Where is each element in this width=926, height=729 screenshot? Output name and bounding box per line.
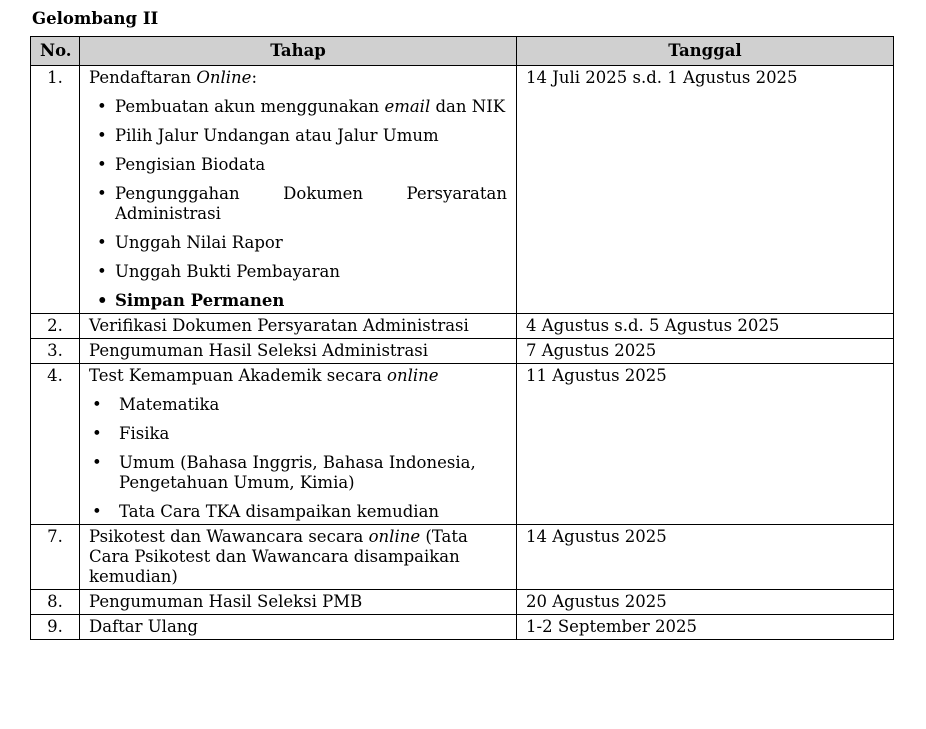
stage-cell: Pengumuman Hasil Seleksi PMB (80, 590, 517, 615)
row-number: 2. (31, 314, 80, 339)
table-row (31, 590, 894, 615)
table-header-row (31, 37, 894, 66)
header-tahap: Tahap (80, 37, 517, 66)
row-number: 1. (31, 66, 80, 314)
list-item: • Umum (Bahasa Inggris, Bahasa Indonesia, Pengetahuan Umum, Kimia) (89, 453, 507, 493)
page-title: Gelombang II (32, 9, 159, 28)
list-item: • Pembuatan akun menggunakan email dan NIK (89, 97, 507, 117)
date-cell: 4 Agustus s.d. 5 Agustus 2025 (517, 314, 894, 339)
row-number: 9. (31, 615, 80, 640)
row-number: 8. (31, 590, 80, 615)
date-cell: 11 Agustus 2025 (517, 364, 894, 525)
row-number: 4. (31, 364, 80, 525)
list-item: • Fisika (89, 424, 507, 444)
date-cell: 20 Agustus 2025 (517, 590, 894, 615)
list-item: • Matematika (89, 395, 507, 415)
list-item: • Simpan Permanen (89, 291, 507, 311)
table-row (31, 364, 894, 525)
table-row (31, 339, 894, 364)
header-no: No. (31, 37, 80, 66)
list-item: • Pilih Jalur Undangan atau Jalur Umum (89, 126, 507, 146)
date-cell: 7 Agustus 2025 (517, 339, 894, 364)
table-row (31, 615, 894, 640)
header-tanggal: Tanggal (517, 37, 894, 66)
list-item: • Unggah Nilai Rapor (89, 233, 507, 253)
row-number: 3. (31, 339, 80, 364)
date-cell: 14 Agustus 2025 (517, 525, 894, 590)
stage-cell: Psikotest dan Wawancara secara online (Tata Cara Psikotest dan Wawancara disampaikan kemudian) (80, 525, 517, 590)
date-cell: 1-2 September 2025 (517, 615, 894, 640)
table-row (31, 314, 894, 339)
stage-cell: Pengumuman Hasil Seleksi Administrasi (80, 339, 517, 364)
list-item: • Unggah Bukti Pembayaran (89, 262, 507, 282)
row-number: 7. (31, 525, 80, 590)
list-item: • Pengisian Biodata (89, 155, 507, 175)
table-row (31, 66, 894, 314)
list-item: • Tata Cara TKA disampaikan kemudian (89, 502, 507, 522)
stage-item-list (89, 97, 507, 311)
stage-cell (80, 66, 517, 314)
stage-cell (80, 364, 517, 525)
stage-item-list (89, 395, 507, 522)
date-cell: 14 Juli 2025 s.d. 1 Agustus 2025 (517, 66, 894, 314)
stage-title: Test Kemampuan Akademik secara online (89, 366, 439, 385)
schedule-table (30, 36, 894, 640)
table-row (31, 525, 894, 590)
stage-title: Pendaftaran Online: (89, 68, 257, 87)
list-item: • Pengunggahan Dokumen Persyaratan Administrasi (89, 184, 507, 224)
stage-cell: Daftar Ulang (80, 615, 517, 640)
stage-cell: Verifikasi Dokumen Persyaratan Administrasi (80, 314, 517, 339)
